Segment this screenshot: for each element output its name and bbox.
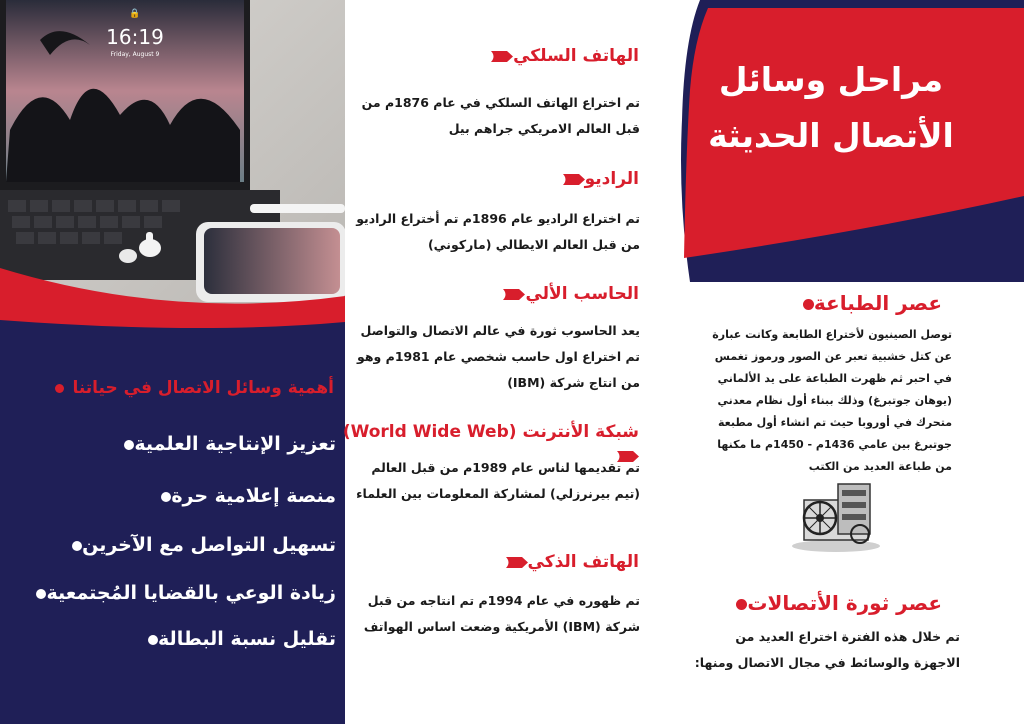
red-bullet-icon bbox=[736, 599, 747, 610]
importance-item bbox=[20, 427, 336, 461]
importance-title-text: أهمية وسائل الاتصال في حياتنا bbox=[72, 378, 334, 398]
section-body-wired-phone: تم اختراع الهاتف السلكي في عام 1876م من قبل العالم الامريكي جراهم بيل bbox=[361, 95, 640, 136]
importance-item-text: تعزيز الإنتاجية العلمية bbox=[134, 433, 336, 455]
bullet-icon bbox=[161, 492, 171, 502]
section-heading-text: الحاسب الألي bbox=[525, 284, 639, 304]
importance-item-text: تسهيل التواصل مع الآخرين bbox=[82, 534, 336, 556]
section-body-internet: تم تقديمها لناس عام 1989م من قبل العالم (تيم بيرنرزلي) لمشاركة المعلومات بين العلماء bbox=[356, 460, 640, 501]
section-body-radio: تم اختراع الراديو عام 1896م تم أختراع الراديو من قبل العالم الايطالي (ماركوني) bbox=[356, 211, 640, 252]
red-arrow-marker-icon bbox=[563, 174, 585, 185]
section-heading-text: شبكة الأنترنت (World Wide Web) bbox=[342, 422, 639, 442]
importance-item bbox=[20, 622, 336, 656]
section-heading-text: الهاتف الذكي bbox=[527, 552, 639, 572]
red-wave-decoration bbox=[0, 260, 345, 380]
section-heading-text: الهاتف السلكي bbox=[513, 46, 639, 66]
era-heading-text: عصر الطباعة bbox=[813, 291, 942, 315]
section-heading-internet bbox=[339, 420, 639, 444]
importance-title bbox=[16, 378, 334, 398]
section-heading-computer bbox=[339, 282, 639, 306]
section-heading-radio bbox=[339, 167, 639, 191]
bullet-icon bbox=[124, 440, 134, 450]
page-title: مراحل وسائل الأتصال الحديثة bbox=[708, 60, 954, 155]
printing-press-illustration bbox=[790, 474, 882, 554]
bullet-icon bbox=[148, 635, 158, 645]
section-body-computer: يعد الحاسوب ثورة في عالم الاتصال والتواصل تم اختراع اول حاسب شخصي عام 1981م وهو من انتاج شركة (IBM) bbox=[357, 323, 640, 390]
importance-item bbox=[20, 528, 336, 562]
era-heading-telecom bbox=[712, 589, 942, 617]
era-body-printing: توصل الصينيون لأختراع الطابعة وكانت عبارة عن كتل خشبية تعبر عن الصور ورموز تغمس في احبر ثم ظهرت الطباعة على يد الألماني (يوهان جوتبرغ) وذلك ببناء أول نظام معدني متحرك في أوروبا حيث تم انشاء أول مطبعة جوتبرغ بين عامي 1436م - 1450م ما مكنها من طباعة العديد من الكتب bbox=[712, 328, 952, 473]
bullet-icon bbox=[36, 589, 46, 599]
era-body-telecom: تم خلال هذه الفترة اختراع العديد من الاجهزة والوسائط في مجال الاتصال ومنها: bbox=[694, 629, 960, 670]
importance-item bbox=[20, 479, 336, 513]
era-heading-text: عصر ثورة الأتصالات bbox=[747, 591, 942, 615]
lock-icon: 🔒 bbox=[129, 9, 141, 19]
red-bullet-icon bbox=[803, 299, 814, 310]
red-arrow-marker-icon bbox=[503, 289, 525, 300]
importance-item-text: تقليل نسبة البطالة bbox=[158, 628, 336, 650]
red-bullet-icon bbox=[55, 384, 64, 393]
section-heading-smartphone bbox=[339, 550, 639, 574]
red-arrow-marker-icon bbox=[506, 557, 528, 568]
section-heading-wired-phone bbox=[339, 44, 639, 68]
importance-item bbox=[20, 576, 336, 610]
section-heading-text: الراديو bbox=[584, 169, 639, 189]
importance-item-text: زيادة الوعي بالقضايا المُجتمعية bbox=[46, 582, 336, 604]
era-heading-printing bbox=[712, 289, 942, 317]
left-panel bbox=[0, 0, 345, 724]
lockscreen-time: 16:19 bbox=[106, 25, 164, 49]
bullet-icon bbox=[72, 541, 82, 551]
red-arrow-marker-icon bbox=[491, 51, 513, 62]
lockscreen-date: Friday, August 9 bbox=[110, 51, 160, 58]
importance-item-text: منصة إعلامية حرة bbox=[171, 485, 336, 507]
section-body-smartphone: تم ظهوره في عام 1994م تم انتاجه من قبل شركة (IBM) الأمريكية وضعت اساس الهواتف bbox=[363, 593, 640, 634]
